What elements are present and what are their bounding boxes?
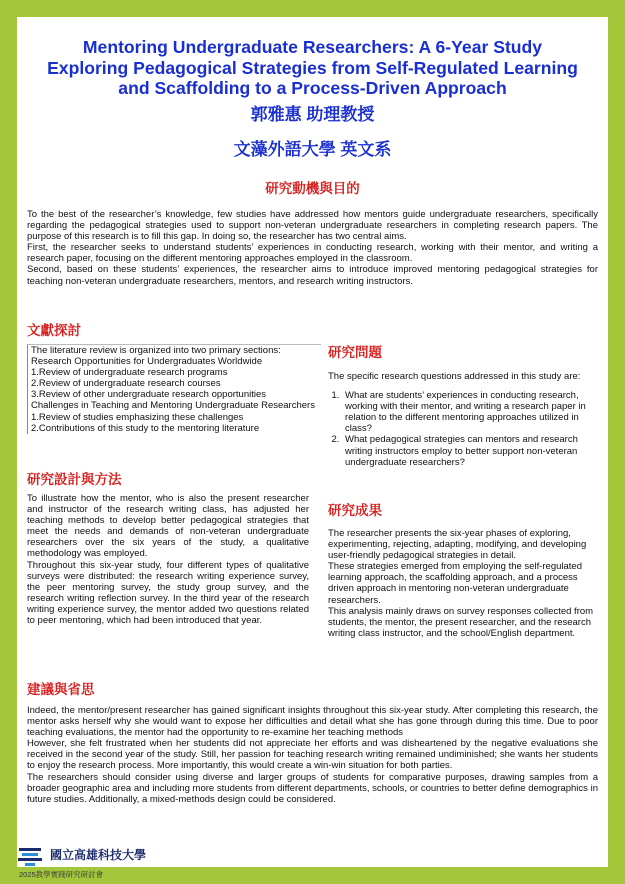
design-text bbox=[27, 493, 309, 626]
university-name: 國立高雄科技大學 bbox=[50, 848, 147, 862]
title-line-2: Exploring Pedagogical Strategies from Self-Regulated Learning bbox=[47, 57, 578, 78]
literature-item: 2.Contributions of this study to the mentoring literature bbox=[31, 422, 260, 434]
questions-text bbox=[328, 371, 603, 468]
question-item: 1. What are students’ experiences in conducting research, working with their mentor, and writing a research paper in relation to the different mentoring approaches utilized in class? bbox=[342, 390, 603, 434]
reflection-paragraph-2: However, she felt frustrated when her students did not appreciate her efforts and was disheartened by the negative evaluations she received in the second year of the study. Still, her passion for teaching research writing remained undiminished; she wants her students to enjoy the research process. More importantly, this would create a win-win situation for both parties. bbox=[27, 738, 598, 772]
motivation-text bbox=[27, 209, 598, 287]
design-heading: 研究設計與方法 bbox=[27, 472, 122, 487]
results-paragraph-3: This analysis mainly draws on survey responses collected from students, the mentor, the present researcher, and the research writing class instructor, and the school/English department. bbox=[328, 605, 594, 639]
literature-heading: 文獻探討 bbox=[27, 323, 81, 338]
motivation-paragraph-1: To the best of the researcher’s knowledge, few studies have addressed how mentors guide undergraduate researchers, specifically regarding the pedagogical strategies used to support non-veteran undergraduate researchers in completing research papers. The purpose of this research is to fill this gap. In doing so, the researcher has two central aims. bbox=[27, 209, 598, 243]
university-emblem-icon bbox=[17, 845, 43, 867]
literature-box bbox=[27, 344, 321, 434]
title-line-1: Mentoring Undergraduate Researchers: A 6-Year Study bbox=[82, 37, 543, 57]
results-paragraph-1: The researcher presents the six-year phases of exploring, experimenting, rejecting, adapting, modifying, and developing user-friendly pedagogical strategies in detail. bbox=[328, 528, 587, 562]
reflection-text bbox=[27, 705, 598, 805]
author: 郭雅惠 助理教授 bbox=[250, 105, 375, 124]
university-logo bbox=[17, 845, 217, 867]
title-line-3: and Scaffolding to a Process-Driven Approach bbox=[118, 78, 507, 98]
questions-intro: The specific research questions addressed in this study are: bbox=[328, 371, 581, 382]
poster bbox=[17, 17, 608, 879]
results-paragraph-2: These strategies emerged from employing the self-regulated learning approach, the scaffolding approach, and a process driven approach in mentoring non-veteran undergraduate researchers. bbox=[328, 561, 582, 606]
literature-item: 1.Review of undergraduate research programs bbox=[31, 367, 228, 379]
conference-label: 2025教學實踐研究研討會 bbox=[19, 870, 104, 879]
question-item: 2. What pedagogical strategies can mentors and research writing instructors employ to better support non-veteran undergraduate researchers? bbox=[342, 434, 603, 467]
reflection-heading: 建議與省思 bbox=[27, 682, 95, 697]
questions-heading: 研究問題 bbox=[328, 345, 382, 360]
literature-item: 3.Review of other undergraduate research opportunities bbox=[31, 389, 267, 401]
motivation-paragraph-2: First, the researcher seeks to understand students’ experiences in conducting research, working with their mentor, and writing a research paper, focusing on the different mentoring approaches employed in the classroom. bbox=[27, 242, 598, 265]
literature-intro: The literature review is organized into two primary sections: Research Opportunities for Undergraduates Worldwide bbox=[31, 345, 281, 368]
literature-section-2: Challenges in Teaching and Mentoring Undergraduate Researchers bbox=[31, 400, 315, 412]
reflection-paragraph-3: The researchers should consider using diverse and larger groups of students for comparative purposes, drawing samples from a broader geographic area and including more students from different departments, schools, or countries to better define demographics in future studies. Additionally, a mixed-methods design could be considered. bbox=[27, 771, 598, 805]
poster-title bbox=[17, 37, 608, 99]
literature-item: 1.Review of studies emphasizing these challenges bbox=[31, 411, 244, 423]
motivation-heading: 研究動機與目的 bbox=[265, 181, 360, 196]
affiliation: 文藻外語大學 英文系 bbox=[233, 140, 392, 159]
motivation-paragraph-3: Second, based on these students’ experiences, the researcher aims to introduce improved mentoring pedagogical strategies for teaching non-veteran undergraduate researchers, mentors, and research writing instructors. bbox=[27, 264, 598, 287]
results-heading: 研究成果 bbox=[328, 503, 382, 518]
questions-list bbox=[328, 390, 603, 468]
reflection-paragraph-1: Indeed, the mentor/present researcher has gained significant insights throughout this six-year study. After completing this research, the mentor asks herself why she would want to expose her difficulties and detail what she has gone through during this time. Due to poor teaching evaluations, the mentor had the opportunity to re-examine her teaching methods bbox=[27, 705, 598, 739]
design-paragraph-2: Throughout this six-year study, four different types of qualitative surveys were distributed: the research writing experience survey, the peer mentoring survey, the study group survey, and the research writing reflection survey. In the third year of the research writing experience survey, the mentor added two questions related to peer mentoring, which had been introduced that year. bbox=[27, 559, 309, 627]
design-paragraph-1: To illustrate how the mentor, who is also the present researcher and instructor of the research writing class, has adjusted her teaching methods to develop better pedagogical strategies that meet the needs and demands of non-veteran undergraduate researchers over the six years of the study, a qualitative methodology was employed. bbox=[27, 493, 309, 560]
literature-item: 2.Review of undergraduate research courses bbox=[31, 378, 221, 390]
results-text bbox=[328, 528, 603, 639]
